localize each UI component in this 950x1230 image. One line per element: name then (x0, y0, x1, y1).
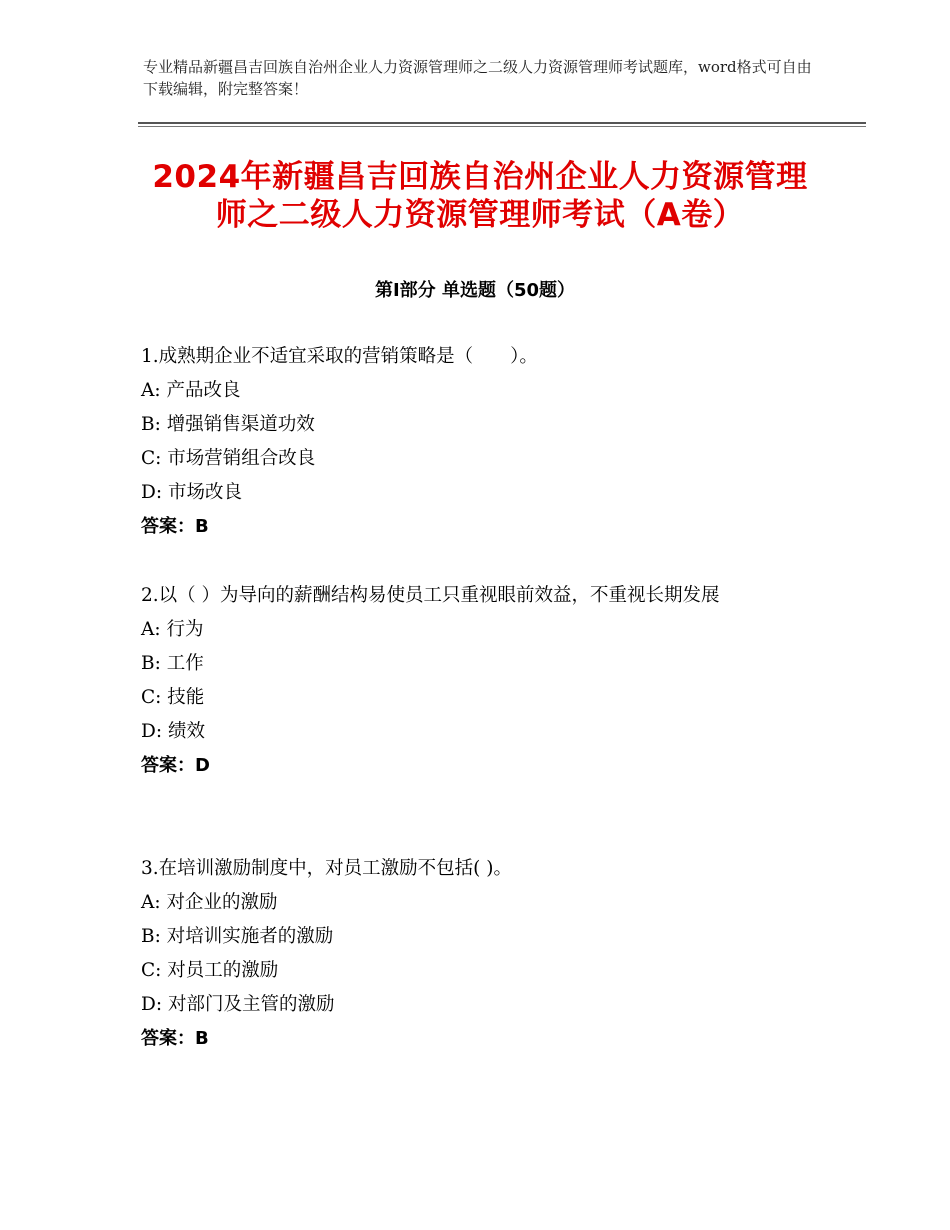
question-stem: 1.成熟期企业不适宜采取的营销策略是（ ）。 (141, 346, 538, 367)
question-stem: 2.以（ ）为导向的薪酬结构易使员工只重视眼前效益，不重视长期发展 (141, 585, 720, 606)
option-c: C: 技能 (141, 687, 205, 708)
answer: 答案：D (141, 755, 210, 776)
question-3 (141, 852, 821, 1056)
option-d: D: 绩效 (141, 721, 205, 742)
header-rule-thin (138, 126, 866, 127)
option-a: A: 行为 (141, 619, 204, 640)
option-c: C: 对员工的激励 (141, 960, 279, 981)
document-title: 2024年新疆昌吉回族自治州企业人力资源管理师之二级人力资源管理师考试（A卷） (152, 159, 808, 233)
option-b: B: 工作 (141, 653, 204, 674)
option-d: D: 市场改良 (141, 482, 242, 503)
option-a: A: 产品改良 (141, 380, 241, 401)
option-b: B: 增强销售渠道功效 (141, 414, 315, 435)
question-stem: 3.在培训激励制度中，对员工激励不包括( )。 (141, 858, 512, 879)
header-note: 专业精品新疆昌吉回族自治州企业人力资源管理师之二级人力资源管理师考试题库，word格式可自由下载编辑，附完整答案！ (143, 58, 812, 98)
question-2 (141, 579, 821, 783)
option-c: C: 市场营销组合改良 (141, 448, 316, 469)
option-d: D: 对部门及主管的激励 (141, 994, 335, 1015)
answer: 答案：B (141, 516, 209, 537)
option-a: A: 对企业的激励 (141, 892, 278, 913)
header-rule (138, 122, 866, 124)
option-b: B: 对培训实施者的激励 (141, 926, 334, 947)
section-title: 第Ⅰ部分 单选题（50题） (374, 280, 575, 301)
question-1 (141, 340, 821, 544)
answer: 答案：B (141, 1028, 209, 1049)
